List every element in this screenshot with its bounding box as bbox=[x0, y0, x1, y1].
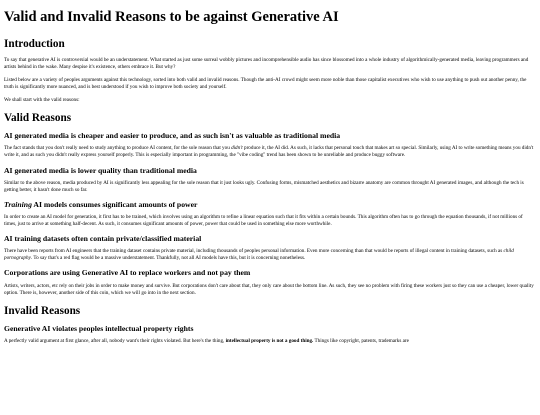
introduction-heading: Introduction bbox=[4, 37, 65, 50]
valid-reason-2-title: AI generated media is lower quality than traditional media bbox=[4, 165, 197, 175]
valid-reasons-heading: Valid Reasons bbox=[4, 112, 72, 125]
article bbox=[0, 10, 540, 345]
text-part: The fact stands that you don't really need to study anything to produce AI content, for the sole reason that you bbox=[4, 145, 232, 152]
valid-reason-4-title: AI training datasets often contain private/classified material bbox=[4, 234, 202, 244]
intro-paragraph-2: Listed below are a variety of peoples arguments against this technology, sorted into both valid and invalid reasons. Though the anti-AI crowd might seem more noble than those capitalist executives who wish to use anything to push out another penny, the truth is significantly more nuanced, and is best understood if you wish to improve both society and yourself. bbox=[4, 76, 527, 90]
page-title: Valid and Invalid Reasons to be against Generative AI bbox=[4, 9, 339, 25]
intro-paragraph-3: We shall start with the valid reasons: bbox=[4, 97, 80, 103]
text-part: . To say that's a red flag would be a massive understatement. Thankfully, not all AI models have this, but it is concerning nonetheless. bbox=[30, 255, 306, 262]
valid-reason-2-text: Similar to the above reason, media produced by AI is significantly less appealing for the sole reason that it just looks ugly. Confusing forms, mismatched aesthetics and bizarre anatomy are common throught AI generated images, and although the tech is getting better, it hasn't done much so far. bbox=[4, 179, 524, 193]
invalid-reason-1-title: Generative AI violates peoples intellectual property rights bbox=[4, 323, 194, 333]
title-emphasis: Training bbox=[4, 199, 32, 209]
valid-reason-1-text bbox=[4, 145, 536, 159]
title-rest: AI models consumes significant amounts of power bbox=[31, 199, 198, 209]
valid-reason-5-title: Corporations are using Generative AI to replace workers and not pay them bbox=[4, 268, 251, 278]
valid-reason-3-text: In order to create an AI model for generation, it first has to be trained, which involves using an algorithm to refine a linear equation such that it fits within a certain bounds. This algorithm often has to go through the equation thousands, if not millions of times, just to arrive at something half-decent. As such, it consumes significant amounts of power, power that could be used in something else more worthwhile. bbox=[4, 214, 523, 227]
invalid-reasons-heading: Invalid Reasons bbox=[4, 304, 81, 317]
emphasis: didn't bbox=[231, 145, 243, 152]
valid-reason-1-title: AI generated media is cheaper and easier to produce, and as such isn't as valuable as traditional media bbox=[4, 131, 341, 141]
intro-paragraph-1: To say that generative AI is controversial would be an understatement. What started as just some surreal wobbly pictures and incomprehensible audio has since blossomed into a whole industry of algorithmically-generated media, leaving programmers and artists behind in the wake. Many despise it's existence, others embrace it. But why? bbox=[4, 56, 529, 70]
text-part: produce it, the AI did. As such, it lacks that personal touch that makes art so special. Similarly, using AI to write something means you didn't write it, and as such you didn't really express yourself properly. This is especially important in programming, the "vibe coding" trend has been shown to be unreliable and produce buggy software. bbox=[4, 145, 534, 159]
valid-reason-3-title bbox=[4, 200, 536, 209]
text-part: Things like copyright, patents, trademarks are bbox=[313, 337, 409, 344]
valid-reason-4-text bbox=[4, 248, 536, 262]
strong-emphasis: intellectual property is not a good thing. bbox=[225, 337, 314, 344]
valid-reason-5-text: Artists, writers, actors, etc rely on their jobs in order to make money and survive. But corporations don't care about that, they only care about the bottom line. As such, they see no problem with firing these workers just so they can use a cheaper, lower quality option. There is, however, another side of this coin, which we will go into in the next section. bbox=[4, 282, 534, 296]
text-part: There have been reports from AI engineers that the training dataset contains private material, including thousands of peoples personal information. Even more concerning than that would be reports of illegal content in training datasets, such as bbox=[4, 248, 504, 255]
text-part: A perfectly valid argument at first glance, after all, nobody want's their rights violated. But here's the thing, bbox=[4, 337, 226, 344]
invalid-reason-1-text bbox=[4, 338, 536, 345]
emphasis: child pornography bbox=[4, 248, 514, 262]
